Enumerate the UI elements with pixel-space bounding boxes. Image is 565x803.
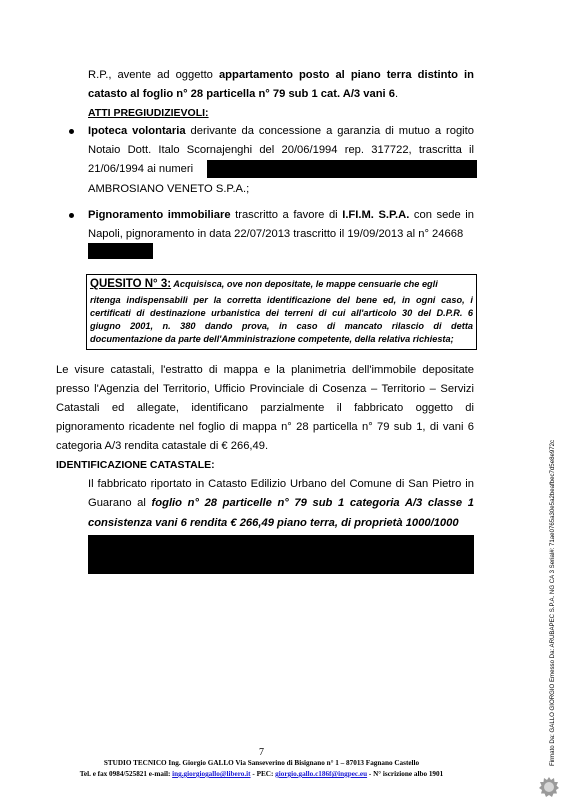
redaction-block [88,535,474,574]
footer-line-1: STUDIO TECNICO Ing. Giorgio GALLO Via Sanseverino di Bisignano n° 1 – 87013 Fagnano Castello [103,759,420,767]
digital-signature-stamp: Firmato Da: GALLO GIORGIO Emesso Da: ARUBAPEC S.P.A. NG CA 3 Serial#: 71ae0765a30e5a2beafbec7d5e8e972c [549,439,556,766]
bullet-2-line-2: Napoli, pignoramento in data 22/07/2013 trascritto il 19/09/2013 al n° 24668 [88,228,464,240]
quesito-line-2: ritenga indispensabili per la corretta identificazione del bene ed, in ogni caso, i [90,295,473,305]
page-number: 7 [259,747,264,758]
footer-line-2: Tel. e fax 0984/525821 e-mail: ing.giorgiogallo@libero.it - PEC: giorgio.gallo.c186f@ingpec.eu - N° iscrizione albo 1901 [79,770,444,778]
bullet-1-line-2: Notaio Dott. Italo Scornajenghi del 20/06/1994 rep. 317722, trascritta il [88,144,474,156]
redaction-block [88,243,153,259]
paragraph-1-line-2: catasto al foglio n° 28 particella n° 79 sub 1 cat. A/3 vani 6. [88,88,399,100]
paragraph-2-line-1: Le visure catastali, l'estratto di mappa e la planimetria dell'immobile depositate [56,364,474,376]
seal-icon [538,776,560,798]
paragraph-1-line-1: R.P., avente ad oggetto appartamento posto al piano terra distinto in [88,69,474,81]
paragraph-2-line-3: Catastali ed allegate, identificano parzialmente il fabbricato oggetto di [56,402,474,414]
paragraph-3-line-2: Guarano al foglio n° 28 particelle n° 79 sub 1 categoria A/3 classe 1 [88,497,474,509]
paragraph-2-line-4: pignoramento ricadente nel foglio di mappa n° 28 particella n° 79 sub 1, di vani 6 [56,421,474,433]
bullet-1-line-1: Ipoteca volontaria derivante da concessione a garanzia di mutuo a rogito [88,125,474,137]
paragraph-2-line-5: categoria A/3 rendita catastale di € 266,49. [56,440,269,452]
identificazione-heading: IDENTIFICAZIONE CATASTALE: [56,459,215,471]
quesito-label: QUESITO N° 3: [90,278,172,290]
email-link[interactable]: ing.giorgiogallo@libero.it [172,770,251,778]
bullet-1-line-3: 21/06/1994 ai numeri [88,163,194,175]
bullet-2-line-1: Pignoramento immobiliare trascritto a favore di I.FI.M. S.P.A. con sede in [88,209,474,221]
quesito-line-3: certificati di destinazione urbanistica dei terreni di cui all'articolo 30 del D.P.R. 6 [90,308,473,318]
quesito-line-1: QUESITO N° 3: Acquisisca, ove non depositate, le mappe censuarie che egli [90,278,438,290]
bullet-dot-icon [69,213,74,218]
atti-heading: ATTI PREGIUDIZIEVOLI: [88,107,209,119]
paragraph-3-line-3: consistenza vani 6 rendita € 266,49 piano terra, di proprietà 1000/1000 [88,517,459,529]
quesito-line-4: giugno 2001, n. 380 dando prova, in caso di mancato rilascio di detta [90,321,473,331]
redaction-block [207,160,477,178]
quesito-line-5: documentazione da parte dell'Amministrazione competente, della relativa richiesta; [90,334,454,344]
bullet-dot-icon [69,129,74,134]
paragraph-3-line-1: Il fabbricato riportato in Catasto Edilizio Urbano del Comune di San Pietro in [88,478,474,490]
pec-link[interactable]: giorgio.gallo.c186f@ingpec.eu [275,770,368,778]
paragraph-2-line-2: presso l'Agenzia del Territorio, Ufficio Provinciale di Cosenza – Territorio – Servizi [56,383,474,395]
bullet-1-line-4: AMBROSIANO VENETO S.P.A.; [88,183,250,195]
